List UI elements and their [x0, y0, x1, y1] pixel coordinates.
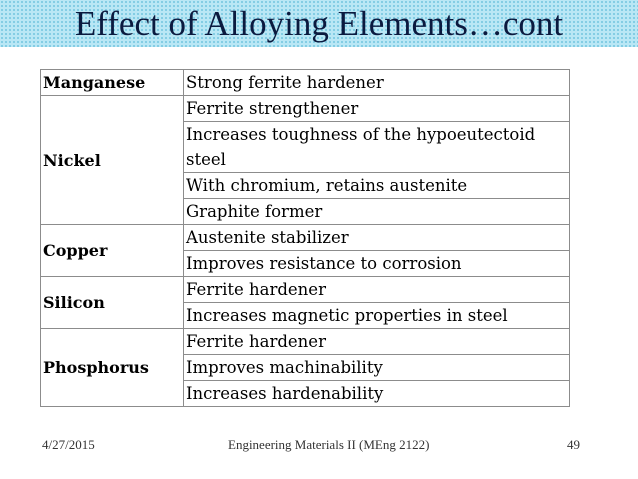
effect-cell: Increases toughness of the hypoeutectoid steel: [184, 122, 570, 173]
table-row: [41, 70, 570, 96]
effect-cell: With chromium, retains austenite: [184, 173, 570, 199]
slide-title: Effect of Alloying Elements…cont: [74, 4, 564, 43]
table-row: [41, 96, 570, 122]
element-name-cell: Manganese: [41, 70, 184, 96]
effect-cell: Graphite former: [184, 199, 570, 225]
element-name-cell: Silicon: [41, 277, 184, 329]
element-name-cell: Phosphorus: [41, 329, 184, 407]
alloying-elements-table: [40, 69, 570, 407]
effect-cell: Strong ferrite hardener: [184, 70, 570, 96]
table-row: [41, 225, 570, 251]
footer-date: 4/27/2015: [42, 437, 95, 452]
footer-course: Engineering Materials II (MEng 2122): [228, 437, 430, 452]
effect-cell: Ferrite strengthener: [184, 96, 570, 122]
element-name-cell: Copper: [41, 225, 184, 277]
element-name-cell: Nickel: [41, 96, 184, 225]
effect-cell: Ferrite hardener: [184, 329, 570, 355]
effect-cell: Improves machinability: [184, 355, 570, 381]
effect-cell: Austenite stabilizer: [184, 225, 570, 251]
effect-cell: Increases hardenability: [184, 381, 570, 407]
effect-cell: Ferrite hardener: [184, 277, 570, 303]
effect-cell: Improves resistance to corrosion: [184, 251, 570, 277]
table-body: [41, 70, 570, 407]
table-row: [41, 277, 570, 303]
footer-page-number: 49: [567, 437, 580, 452]
effect-cell: Increases magnetic properties in steel: [184, 303, 570, 329]
table-row: [41, 329, 570, 355]
